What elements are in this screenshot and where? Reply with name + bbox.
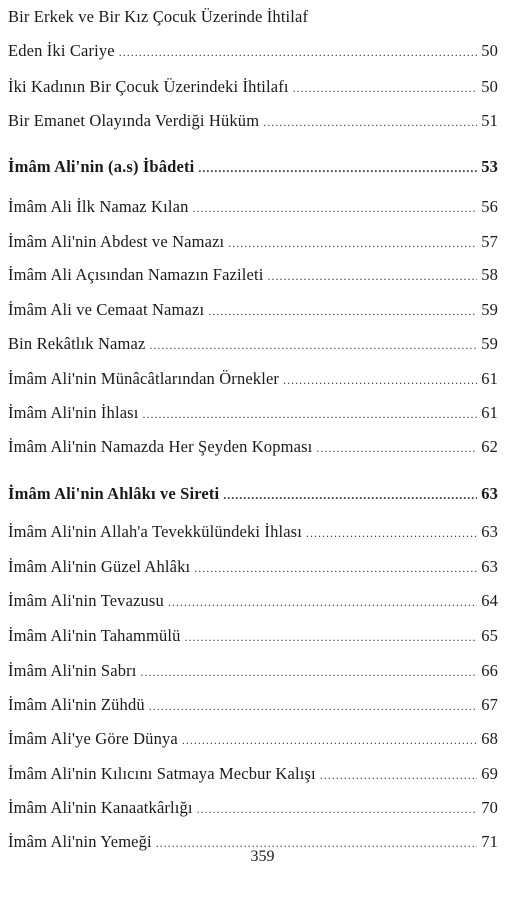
- toc-entry-title: Bin Rekâtlık Namaz: [8, 334, 146, 353]
- toc-dot-leader: [197, 798, 478, 820]
- toc-dot-leader: [149, 334, 477, 356]
- toc-dot-leader: [228, 232, 477, 254]
- toc-entry-title: İmâm Ali'nin Güzel Ahlâkı: [8, 557, 191, 576]
- toc-entry-page: 68: [481, 729, 498, 748]
- toc-entry-title: İmâm Ali'nin Tahammülü: [8, 626, 181, 645]
- toc-entry-title: İmâm Ali'nin Namazda Her Şeyden Kopması: [8, 437, 313, 456]
- toc-entry: [8, 6, 498, 28]
- toc-entry-title: Bir Erkek ve Bir Kız Çocuk Üzerinde İhtilaf: [8, 7, 309, 26]
- toc-entry-page: 61: [481, 369, 498, 388]
- toc-entry-page: 69: [481, 764, 498, 783]
- toc-dot-leader: [142, 403, 477, 425]
- toc-entry: [8, 625, 498, 648]
- toc-entry-page: 63: [481, 522, 498, 541]
- toc-entry: [8, 299, 498, 322]
- toc-dot-leader: [182, 729, 477, 751]
- toc-entry-page: 63: [481, 557, 498, 576]
- toc-dot-leader: [192, 197, 477, 219]
- toc-entry: [8, 231, 498, 254]
- toc-entry-page: 59: [481, 300, 498, 319]
- toc-dot-leader: [185, 626, 478, 648]
- toc-entry-title: İmâm Ali'nin Allah'a Tevekkülündeki İhlası: [8, 522, 302, 541]
- toc-entry: [8, 436, 498, 459]
- toc-entry-title: Bir Emanet Olayında Verdiği Hüküm: [8, 111, 260, 130]
- toc-entry: [8, 368, 498, 391]
- toc-entry: [8, 40, 498, 63]
- toc-dot-leader: [149, 695, 477, 717]
- toc-entry-page: 63: [481, 484, 498, 503]
- toc-dot-leader: [267, 265, 477, 287]
- toc-dot-leader: [194, 557, 477, 579]
- toc-entry-page: 65: [481, 626, 498, 645]
- toc-entry-title: Eden İki Cariye: [8, 41, 115, 60]
- page-number: 359: [250, 848, 275, 865]
- toc-entry: [8, 402, 498, 425]
- toc-entry-title: İmâm Ali İlk Namaz Kılan: [8, 197, 189, 216]
- toc-entry-page: 67: [481, 695, 498, 714]
- toc-dot-leader: [316, 437, 477, 459]
- toc-entry-page: 56: [481, 197, 498, 216]
- toc-entry-title: İki Kadının Bir Çocuk Üzerindeki İhtilafı: [8, 77, 289, 96]
- toc-entry: [8, 556, 498, 579]
- toc-entry-page: 70: [481, 798, 498, 817]
- toc-entry-title: İmâm Ali'nin Sabrı: [8, 661, 137, 680]
- toc-entry: [8, 763, 498, 786]
- toc-section-heading: [8, 156, 498, 179]
- toc-entry-page: 50: [481, 41, 498, 60]
- toc-dot-leader: [141, 661, 478, 683]
- toc-entry-title: İmâm Ali'nin Ahlâkı ve Sireti: [8, 484, 220, 503]
- toc-entry-title: İmâm Ali'nin (a.s) İbâdeti: [8, 157, 195, 176]
- toc-dot-leader: [208, 300, 477, 322]
- toc-entry-title: İmâm Ali'nin İhlası: [8, 403, 139, 422]
- toc-dot-leader: [320, 764, 477, 786]
- toc-entry-page: 62: [481, 437, 498, 456]
- toc-entry-title: İmâm Ali'nin Kılıcını Satmaya Mecbur Kalışı: [8, 764, 316, 783]
- toc-entry: [8, 590, 498, 613]
- toc-entry: [8, 196, 498, 219]
- toc-entry-title: İmâm Ali'nin Münâcâtlarından Örnekler: [8, 369, 280, 388]
- toc-entry: [8, 797, 498, 820]
- toc-section-heading: [8, 483, 498, 506]
- toc-entry: [8, 521, 498, 544]
- toc-entry-title: İmâm Ali'nin Abdest ve Namazı: [8, 232, 225, 251]
- toc-dot-leader: [168, 591, 477, 613]
- toc-entry-title: İmâm Ali Açısından Namazın Fazileti: [8, 265, 264, 284]
- toc-dot-leader: [293, 77, 478, 99]
- toc-dot-leader: [198, 157, 477, 179]
- toc-entry-title: İmâm Ali'nin Tevazusu: [8, 591, 164, 610]
- toc-entry-page: 57: [481, 232, 498, 251]
- toc-entry-page: 51: [481, 111, 498, 130]
- toc-entry: [8, 76, 498, 99]
- toc-entry-title: İmâm Ali ve Cemaat Namazı: [8, 300, 205, 319]
- toc-dot-leader: [263, 111, 477, 133]
- toc-entry: [8, 333, 498, 356]
- toc-entry: [8, 694, 498, 717]
- toc-dot-leader: [223, 484, 477, 506]
- toc-entry-page: 61: [481, 403, 498, 422]
- toc-entry: [8, 660, 498, 683]
- toc-entry-title: İmâm Ali'nin Yemeği: [8, 832, 152, 851]
- toc-entry: [8, 264, 498, 287]
- toc-entry-page: 59: [481, 334, 498, 353]
- toc-dot-leader: [283, 369, 477, 391]
- toc-entry-title: İmâm Ali'nin Zühdü: [8, 695, 145, 714]
- toc-entry-page: 58: [481, 265, 498, 284]
- toc-entry-page: 71: [481, 832, 498, 851]
- toc-entry-page: 66: [481, 661, 498, 680]
- toc-dot-leader: [306, 522, 477, 544]
- toc-entry-page: 64: [481, 591, 498, 610]
- toc-entry-title: İmâm Ali'ye Göre Dünya: [8, 729, 178, 748]
- toc-entry: [8, 728, 498, 751]
- toc-entry-title: İmâm Ali'nin Kanaatkârlığı: [8, 798, 193, 817]
- toc-entry-page: 50: [481, 77, 498, 96]
- toc-entry: [8, 110, 498, 133]
- toc-entry-page: 53: [481, 157, 498, 176]
- toc-dot-leader: [119, 41, 477, 63]
